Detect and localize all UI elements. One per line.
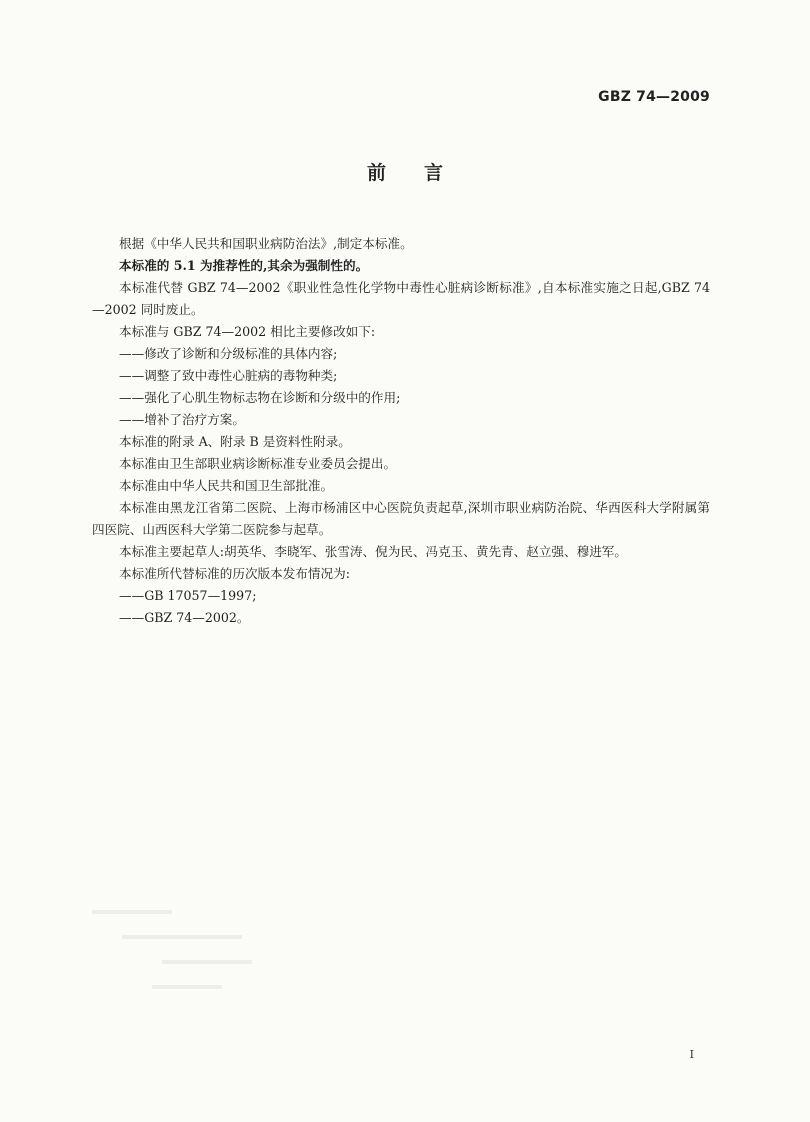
paragraph-mandatory-note: 本标准的 5.1 为推荐性的,其余为强制性的。 (119, 258, 369, 273)
paragraph-approved-by: 本标准由中华人民共和国卫生部批准。 (119, 478, 334, 493)
paragraph-drafters: 本标准主要起草人:胡英华、李晓军、张雪涛、倪为民、冯克玉、黄先青、赵立强、穆进军。 (119, 544, 627, 559)
paragraph-basis: 根据《中华人民共和国职业病防治法》,制定本标准。 (119, 236, 413, 251)
history-item: ——GB 17057—1997; (119, 588, 257, 603)
paragraph-proposed-by: 本标准由卫生部职业病诊断标准专业委员会提出。 (119, 456, 397, 471)
paragraph-appendix: 本标准的附录 A、附录 B 是资料性附录。 (119, 434, 351, 449)
history-item: ——GBZ 74—2002。 (119, 610, 250, 625)
change-item: ——调整了致中毒性心脏病的毒物种类; (119, 368, 338, 383)
standard-code: GBZ 74—2009 (598, 89, 710, 105)
bleed-through-shadow (82, 900, 282, 1020)
change-item: ——修改了诊断和分级标准的具体内容; (119, 346, 338, 361)
paragraph-replacement: 本标准代替 GBZ 74—2002《职业性急性化学物中毒性心脏病诊断标准》,自本标准实施之日起,GBZ 74—2002 同时废止。 (92, 280, 710, 317)
paragraph-drafting-units: 本标准由黑龙江省第二医院、上海市杨浦区中心医院负责起草,深圳市职业病防治院、华西医科大学附属第四医院、山西医科大学第二医院参与起草。 (92, 500, 710, 537)
change-item: ——强化了心肌生物标志物在诊断和分级中的作用; (119, 390, 401, 405)
paragraph-history-intro: 本标准所代替标准的历次版本发布情况为: (119, 566, 350, 581)
page-title: 前言 (366, 162, 481, 184)
body-text (92, 233, 710, 629)
change-item: ——增补了治疗方案。 (119, 412, 245, 427)
paragraph-changes-intro: 本标准与 GBZ 74—2002 相比主要修改如下: (119, 324, 376, 339)
page-number: I (689, 1048, 694, 1061)
